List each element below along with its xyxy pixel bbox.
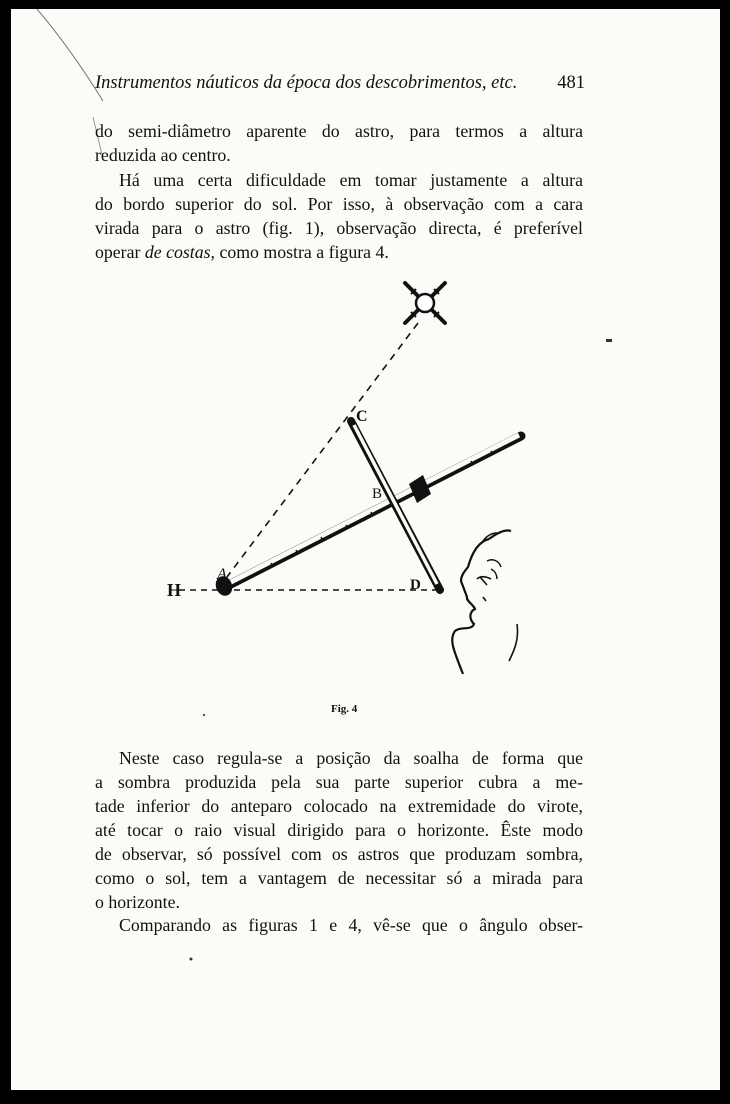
figure-caption: Fig. 4 xyxy=(331,703,358,715)
label-b: B xyxy=(372,486,383,502)
paragraph-1 xyxy=(95,119,583,167)
sight-line-star xyxy=(221,323,418,585)
text-line: o horizonte. xyxy=(95,892,180,912)
text-run: operar xyxy=(95,242,145,262)
page-number: 481 xyxy=(557,73,585,93)
ear xyxy=(487,560,501,579)
face-details xyxy=(477,577,518,661)
star-symbol xyxy=(405,283,445,323)
text-line: de observar, só possível com os astros que produzam sombra, xyxy=(95,844,583,864)
label-d: D xyxy=(410,577,421,593)
text-line: tade inferior do anteparo colocado na extremidade do virote, xyxy=(95,796,583,816)
paragraph-4 xyxy=(95,913,583,937)
text-line-last xyxy=(95,240,583,264)
text-line: Comparando as figuras 1 e 4, vê-se que o ângulo obser- xyxy=(119,915,583,935)
face-profile xyxy=(452,530,511,674)
label-a: A xyxy=(217,566,227,583)
text-line: até tocar o raio visual dirigido para o horizonte. Êste modo xyxy=(95,820,583,840)
label-h: H xyxy=(167,580,182,600)
italic-phrase: de costas, xyxy=(144,242,215,262)
label-c: C xyxy=(356,408,368,425)
text-line: Neste caso regula-se a posição da soalha de forma que xyxy=(119,748,583,768)
running-title: Instrumentos náuticos da época dos descobrimentos, etc. xyxy=(95,73,518,93)
figure-4-diagram xyxy=(131,279,571,719)
text-line: reduzida ao centro. xyxy=(95,145,231,165)
text-line: virada para o astro (fig. 1), observação directa, é preferível xyxy=(95,218,583,238)
text-line: do semi-diâmetro aparente do astro, para termos a altura xyxy=(95,121,583,141)
page xyxy=(11,9,720,1090)
ink-dot xyxy=(190,958,193,961)
running-head xyxy=(95,73,585,101)
text-line: como o sol, tem a vantagem de necessitar só a mirada para xyxy=(95,868,583,888)
ink-spot xyxy=(606,339,612,342)
text-run: como mostra a figura 4. xyxy=(215,242,389,262)
crease-line xyxy=(37,9,103,101)
paragraph-3 xyxy=(95,746,583,914)
paragraph-2 xyxy=(95,168,583,264)
text-line: a sombra produzida pela sua parte superior cubra a me- xyxy=(95,772,583,792)
text-line: do bordo superior do sol. Por isso, à observação com a cara xyxy=(95,194,583,214)
staff-transom xyxy=(351,421,440,590)
text-line: Há uma certa dificuldade em tomar justamente a altura xyxy=(119,170,583,190)
